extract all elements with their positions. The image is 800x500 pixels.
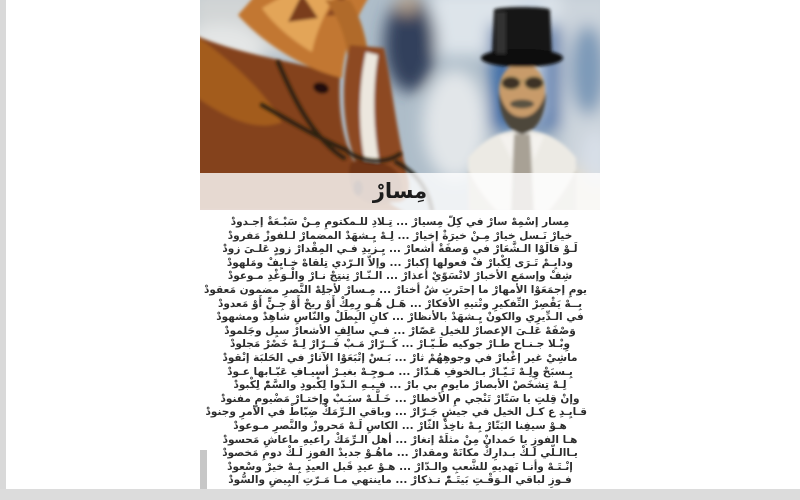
article-photo xyxy=(200,0,600,210)
bottom-edge-border xyxy=(0,489,800,500)
title-overlay xyxy=(200,173,600,210)
poem-line: شِفْ وإسمَع الأخبارْ لاتْسَوّيْ أعذارْ ... الـنّـارْ تِنتِجْ نـارْ والْـوَغْدِ مـوعودْ xyxy=(227,270,573,283)
poem-line: وَصْفَهْ عَلـىَ الإعصارْ للخيل عَصّارْ ... فـي سالِفِ الأشعارْ سيِل وجَلمودْ xyxy=(224,324,576,337)
mustache xyxy=(510,100,534,109)
poem-line: فـوزِ لباقي الـوَقْـتِ بَيتَـمّْ تـذكارْ ... ماينتهي مـا مَـرّتِ البِيضِ والسُّودْ xyxy=(228,474,572,487)
poem-line: وإنْ قِلتِ يا سَتّارْ تَنْجي مِ الأخطارْ ... خَـلَّـهْ سبَـبْ وإختـارْ مَضْيومٍ مفنودْ xyxy=(220,392,580,405)
poem-line: يومِ إجمَعَوْا الأمهارْ ما إحتَرتِ شُ أختارْ ... مِـسارْ لأجلِهْ النَّصرِ مضمون مَعقودْ xyxy=(203,283,587,296)
top-hat-brim xyxy=(481,49,563,67)
article-column xyxy=(200,0,600,489)
poem-line: هـوْ سيفِنا البَتّارْ بِـهْ ناخِذْ الثّارْ ... الكاسِ لَـهْ مَحروزْ والنَّصرِ مـوعودْ xyxy=(233,419,567,432)
sunglasses-lens xyxy=(525,77,544,90)
poem-line: بِــهْ يَقْصِرْ التِّفكيرِ وتْتيهِ الأفكارْ ... هَـل هُـو رِمِكْ أَوْ ريحْ أَوْ جِـنٍّ أَوْ مَعدودْ xyxy=(217,297,583,310)
sunglasses-lens xyxy=(502,77,521,90)
poem-line: لَـوْ قالَوْا الـشَّعَارْ في وَصفَةْ أشعارْ ... يِـزيدِ فـي المِقْدارْ زودٍ عَلـىَ زودْ xyxy=(222,243,578,256)
poem-line: خيارْ نَـسل خيارْ مِـنْ خيرَةْ إخيارْ ... لِـهْ يِـشهَدْ المضمارْ لـلفوزْ مَفرودْ xyxy=(227,229,573,242)
poem-line: يـاالـلّي لَـكْ بـدارِكْ مكانَهْ ومقدارْ ... ماهُـوْ جديدْ الفوزِ لَـكْ دومِ مَخصودْ xyxy=(222,447,578,460)
poem-line: يِـسبَحْ وِلِـهْ تَـيّـارْ بـالخوفِ هَـدّارْ ... مـوجِـهْ بغيـرْ أسيـافِ عَبّـابها عـودْ xyxy=(227,365,573,378)
poem-line: مِسار إسْمِهْ سارْ في كِلّ مِسيارْ ... تِـلادِ للـمكتومِ مِـنْ سَبْـعَةْ إجـدودْ xyxy=(230,216,570,228)
poem-line: قـايِـدِ ع كـل الخيل في جيشٍ جَـرّارْ ... وباقي الـرِّمَكْ ضِبّاطْ في الأمرِ وجنودْ xyxy=(205,406,587,419)
poem-line: في الـدِّيرِي والكونْ يِـشهَدْ بالأنظارْ ... كانِ البِطَلْ والنّاسِ شاهِدْ ومشهودْ xyxy=(216,311,584,324)
poem-line: لِـهْ تِشخَصْ الأبصارْ مايومِ بي بارْ ... فـيـهِ الـدّوا لِكْبودِ والسَّمّْ لِكْبودْ xyxy=(233,379,567,392)
left-edge-border xyxy=(0,0,6,500)
poem-line: هـا الفوزِ يا حَمدانْ مِنْ مثلَهْ إتغارْ ... أهل الـرِّمَكْ راعيهِ ماعاشِ مَحسودْ xyxy=(222,433,578,446)
poem-title: مِسارْ xyxy=(372,179,428,203)
poem-line: إنْـتَـهْ وأنـا نَهديهِ للشَّعبِ والـدّارْ ... هـوْ عيدِ قَبل العيدِ بِـهْ خيرْ وسْعودْ xyxy=(227,460,573,473)
scrollbar-thumb[interactable] xyxy=(200,450,207,490)
poem-line: ماشِيْ غير إغْبارْ في وجوهِهُمْ ثارْ ... بَـسْ إتْبَعَوْا الآثارْ في الحَلبَة إنْقودْ xyxy=(222,351,578,364)
poem-line: وِبْـلا جـنـاح طـارْ جوكيه طَـيّـارْ ... كَــرّارْ مَـبْ فَــرّارْ لِـهْ خَصْرْ مَجلودْ xyxy=(229,338,571,351)
poem-line: ودايِـمْ تَـرَى لِكْبارْ فْ فعولها إكبارْ ... وإلاّ الـرّدي تِلقاهْ خـايِفْ ومَلهودْ xyxy=(226,256,574,269)
poem-body xyxy=(200,210,600,488)
